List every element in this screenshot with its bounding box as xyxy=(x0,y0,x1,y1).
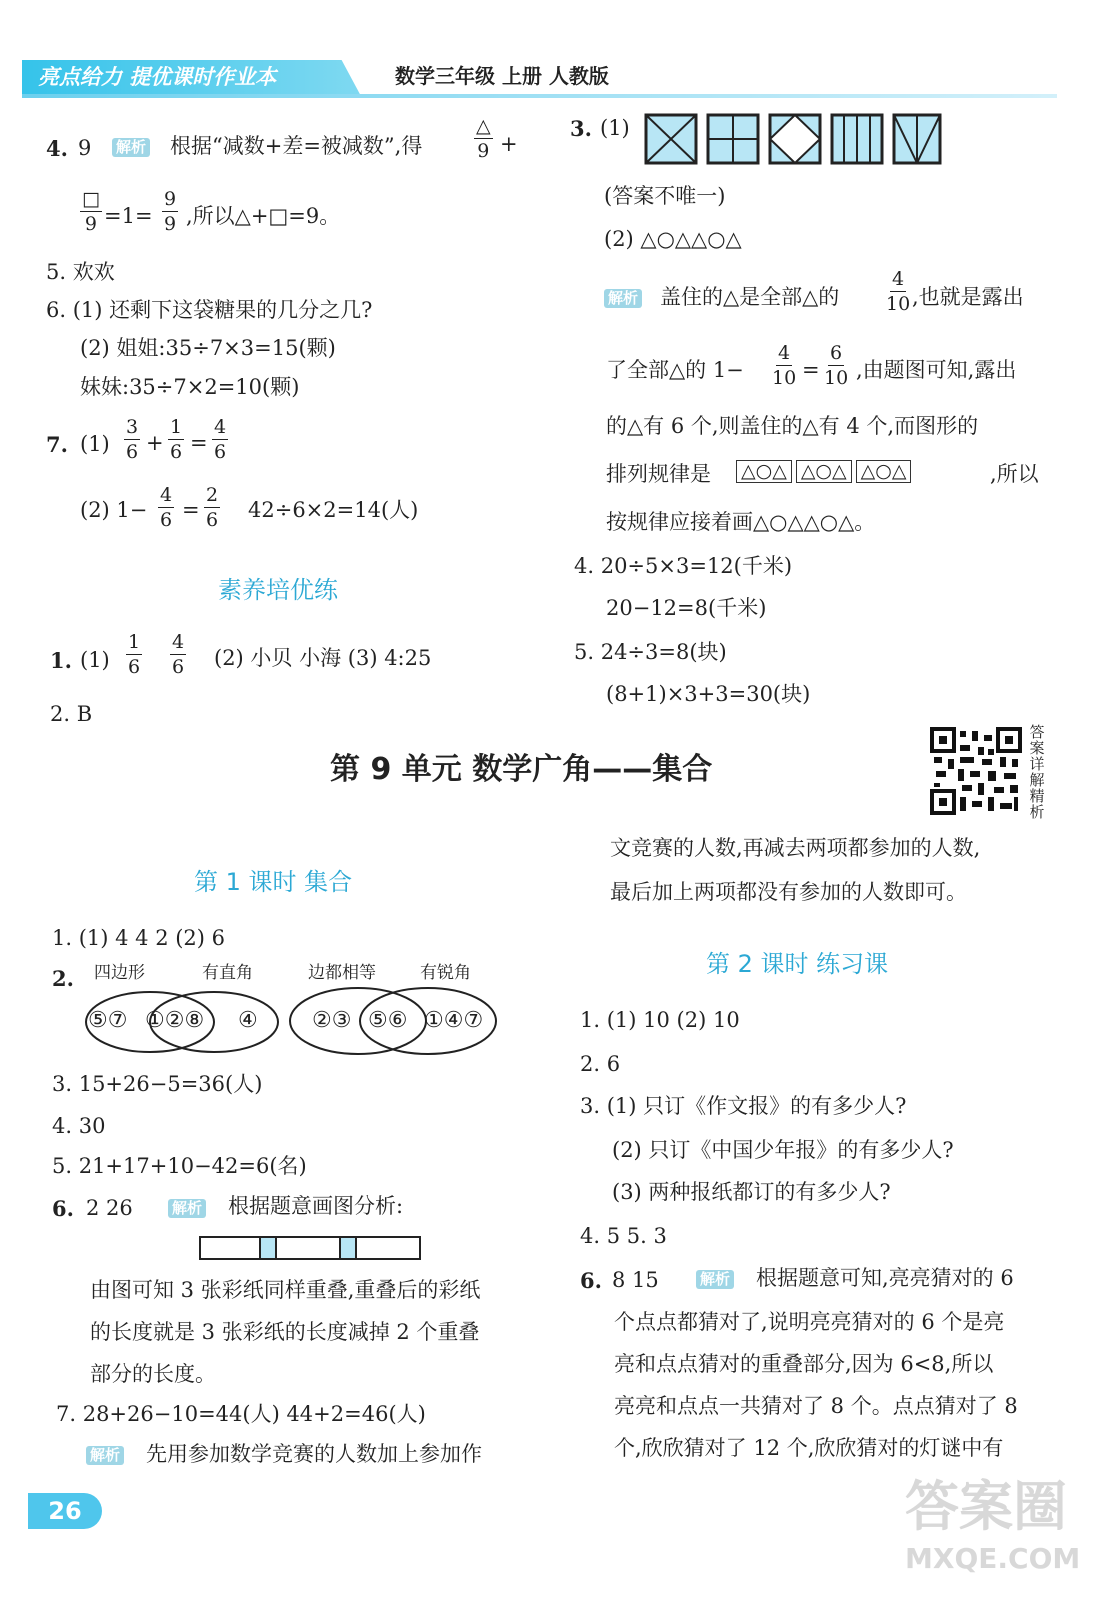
l2-q6-t1: 根据题意可知,亮亮猜对的 6 xyxy=(756,1266,1014,1290)
rq3-part2: (2) △○△△○△ xyxy=(604,227,742,251)
frac-num: 9 xyxy=(164,188,177,210)
venn2-left-label: 边都相等 xyxy=(308,963,376,983)
q4-analysis-tag xyxy=(112,135,150,157)
rq3-note: (答案不唯一) xyxy=(604,184,726,208)
q4-frac1 xyxy=(472,117,495,161)
suyang-frac2 xyxy=(168,633,188,677)
q6-part3: 妹妹:35÷7×2=10(颗) xyxy=(80,375,300,399)
venn1-ab: ①②⑧ xyxy=(145,1008,205,1033)
rq3-analysis-1a: 盖住的△是全部△的 xyxy=(660,285,840,309)
q7-number: 7. xyxy=(46,432,68,457)
q6-part1: 6. (1) 还剩下这袋糖果的几分之几? xyxy=(46,298,373,322)
frac-den: 6 xyxy=(172,656,185,678)
venn1-left-label: 四边形 xyxy=(94,963,145,983)
rq3-analysis-1b: ,也就是露出 xyxy=(912,285,1024,309)
l1-q5: 5. 21+17+10−42=6(名) xyxy=(52,1154,307,1178)
venn1-b: ④ xyxy=(238,1008,258,1033)
l1-q6-p1: 由图可知 3 张彩纸同样重叠,重叠后的彩纸 xyxy=(90,1278,481,1302)
rq3-analysis-4b: ,所以 xyxy=(990,462,1039,486)
header-brand: 亮点给力 提优课时作业本 xyxy=(38,65,277,89)
rq3-analysis-3: 的△有 6 个,则盖住的△有 4 个,而图形的 xyxy=(606,414,979,438)
frac-num: 1 xyxy=(170,416,183,438)
rq4-line2: 20−12=8(千米) xyxy=(606,596,767,620)
watermark: 答案圈 xyxy=(905,1475,1067,1538)
l2-q1: 1. (1) 10 (2) 10 xyxy=(580,1008,740,1032)
rq3-analysis-5: 按规律应接着画△○△△○△。 xyxy=(606,510,876,534)
square-division-figures xyxy=(644,113,944,165)
suyang-q1-number: 1. xyxy=(50,648,72,673)
l1-q6-answer: 2 26 xyxy=(86,1196,133,1220)
l1-q6-analysis-tag xyxy=(168,1196,206,1218)
frac-num: 4 xyxy=(172,631,185,653)
l1-q6-number: 6. xyxy=(52,1196,74,1221)
rq3-analysis-frac xyxy=(884,270,912,314)
l2-q6-t3: 亮和点点猜对的重叠部分,因为 6<8,所以 xyxy=(614,1352,994,1376)
l1-q7-analysis-tag xyxy=(86,1443,124,1465)
qr-label: 答案详解精析 xyxy=(1029,723,1045,821)
frac-num: 6 xyxy=(830,342,843,364)
q5: 5. 欢欢 xyxy=(46,260,115,284)
q7-part1-label: (1) xyxy=(80,432,110,456)
frac-num: 4 xyxy=(778,342,791,364)
q4-frac2 xyxy=(78,190,104,234)
q7-frac2 xyxy=(166,418,186,462)
frac-num: 3 xyxy=(126,416,139,438)
square-figure-diagonals xyxy=(646,115,696,163)
q4-answer: 9 xyxy=(78,136,92,160)
suyang-q1-label: (1) xyxy=(80,648,110,672)
frac-den: 10 xyxy=(772,367,797,389)
frac-num: □ xyxy=(82,188,100,210)
l1-q6-p2: 的长度就是 3 张彩纸的长度减掉 2 个重叠 xyxy=(90,1320,480,1344)
frac-num: 4 xyxy=(214,416,227,438)
q4-text: 根据“减数+差=被减数”,得 xyxy=(170,134,423,158)
frac-den: 6 xyxy=(160,509,173,531)
frac-den: 6 xyxy=(126,441,139,463)
q7-frac5 xyxy=(202,486,222,530)
l2-q45: 4. 5 5. 3 xyxy=(580,1224,667,1248)
paper-strip-diagram xyxy=(198,1234,424,1262)
frac-num: △ xyxy=(476,115,491,137)
frac-den: 6 xyxy=(128,656,141,678)
frac-den: 9 xyxy=(84,213,98,235)
rq5-line2: (8+1)×3+3=30(块) xyxy=(606,682,811,706)
frac-den: 6 xyxy=(206,509,219,531)
q7-plus: + xyxy=(146,431,164,455)
pattern-box-1: △○△ xyxy=(736,460,792,483)
suyang-q2: 2. B xyxy=(50,702,93,726)
frac-den: 6 xyxy=(214,441,227,463)
l2-q3-part2: (2) 只订《中国少年报》的有多少人? xyxy=(612,1138,954,1162)
continuation-p2: 最后加上两项都没有参加的人数即可。 xyxy=(610,880,967,904)
l1-q6-text: 根据题意画图分析: xyxy=(228,1194,404,1218)
frac-num: 4 xyxy=(160,484,173,506)
frac-num: 2 xyxy=(206,484,219,506)
l1-q4: 4. 30 xyxy=(52,1114,106,1138)
q6-part2: (2) 姐姐:35÷7×3=15(颗) xyxy=(80,336,336,360)
rq5-line1: 5. 24÷3=8(块) xyxy=(574,640,727,664)
l2-q6-t4: 亮亮和点点一共猜对了 8 个。点点猜对了 8 xyxy=(614,1394,1018,1418)
section-title-suyang: 素养培优练 xyxy=(218,576,338,604)
rq3-label: (1) xyxy=(600,116,630,140)
venn1-a: ⑤⑦ xyxy=(88,1008,128,1033)
continuation-p1: 文竞赛的人数,再减去两项都参加的人数, xyxy=(610,836,981,860)
frac-den: 10 xyxy=(824,367,849,389)
venn1-right-label: 有直角 xyxy=(202,963,253,983)
rq3-number: 3. xyxy=(570,116,592,141)
q4-text2: ,所以△+□=9。 xyxy=(186,204,341,228)
l2-q6-answer: 8 15 xyxy=(612,1268,659,1292)
rq3-analysis-2b: ,由题图可知,露出 xyxy=(856,358,1017,382)
header-rule xyxy=(22,94,1057,98)
q4-eq: =1= xyxy=(104,204,153,228)
header-title: 数学三年级 上册 人教版 xyxy=(395,64,609,88)
l1-q3: 3. 15+26−5=36(人) xyxy=(52,1072,263,1096)
analysis-tag: 解析 xyxy=(168,1199,206,1218)
page-number: 26 xyxy=(28,1493,102,1529)
square-figure-stripes xyxy=(832,115,882,163)
l1-q2-number: 2. xyxy=(52,966,74,991)
l1-q7: 7. 28+26−10=44(人) 44+2=46(人) xyxy=(56,1402,426,1426)
analysis-tag: 解析 xyxy=(604,289,642,308)
suyang-q1-rest: (2) 小贝 小海 (3) 4:25 xyxy=(214,646,432,670)
frac-num: 4 xyxy=(892,268,905,290)
pattern-boxes xyxy=(734,460,913,483)
q4-frac3 xyxy=(160,190,180,234)
frac-den: 10 xyxy=(886,293,911,315)
pattern-box-2: △○△ xyxy=(796,460,852,483)
rq3-analysis-tag xyxy=(604,286,642,308)
venn2-ab: ⑤⑥ xyxy=(368,1008,408,1033)
l2-q3-part1: 3. (1) 只订《作文报》的有多少人? xyxy=(580,1094,907,1118)
q7-frac1 xyxy=(122,418,142,462)
q7-part2-label: (2) 1− xyxy=(80,498,148,522)
analysis-tag: 解析 xyxy=(696,1270,734,1289)
l1-q6-p3: 部分的长度。 xyxy=(90,1362,216,1386)
l2-q3-part3: (3) 两种报纸都订的有多少人? xyxy=(612,1180,891,1204)
frac-den: 6 xyxy=(170,441,183,463)
q7-part2-calc: 42÷6×2=14(人) xyxy=(248,498,419,522)
rq3-analysis-4a: 排列规律是 xyxy=(606,462,711,486)
lesson2-title: 第 2 课时 练习课 xyxy=(706,950,889,978)
q7-frac4 xyxy=(156,486,176,530)
l2-q6-number: 6. xyxy=(580,1268,602,1293)
frac-num: 1 xyxy=(128,631,141,653)
venn2-b: ①④⑦ xyxy=(424,1008,484,1033)
rq3-analysis-eq: = xyxy=(802,358,820,382)
rq3-analysis-2a: 了全部△的 1− xyxy=(606,358,744,382)
analysis-tag: 解析 xyxy=(112,138,150,157)
q4-plus: + xyxy=(500,132,518,156)
l2-q6-t2: 个点点都猜对了,说明亮亮猜对的 6 个是亮 xyxy=(614,1310,1005,1334)
q7-eq: = xyxy=(190,431,208,455)
lesson1-title: 第 1 课时 集合 xyxy=(194,868,353,896)
frac-den: 9 xyxy=(477,140,490,162)
rq3-analysis-frac2 xyxy=(770,344,798,388)
l2-q2: 2. 6 xyxy=(580,1052,621,1076)
l2-q6-analysis-tag xyxy=(696,1267,734,1289)
square-figure-triangles xyxy=(894,115,940,163)
q7-eq2: = xyxy=(182,498,200,522)
venn2-right-label: 有锐角 xyxy=(420,963,471,983)
rq4-line1: 4. 20÷5×3=12(千米) xyxy=(574,554,793,578)
rq3-analysis-frac3 xyxy=(822,344,850,388)
venn2-a: ②③ xyxy=(312,1008,352,1033)
square-figure-cross xyxy=(708,115,758,163)
q4-number: 4. xyxy=(46,136,68,161)
suyang-frac1 xyxy=(124,633,144,677)
analysis-tag: 解析 xyxy=(86,1446,124,1465)
frac-den: 9 xyxy=(164,213,177,235)
qr-code-icon[interactable] xyxy=(930,727,1022,815)
watermark-url: MXQE.COM xyxy=(905,1542,1081,1575)
unit-title: 第 9 单元 数学广角——集合 xyxy=(330,752,713,787)
l1-q7-text: 先用参加数学竞赛的人数加上参加作 xyxy=(146,1442,482,1466)
q7-frac3 xyxy=(210,418,230,462)
pattern-box-3: △○△ xyxy=(856,460,912,483)
l1-q1: 1. (1) 4 4 2 (2) 6 xyxy=(52,926,226,950)
l2-q6-t5: 个,欣欣猜对了 12 个,欣欣猜对的灯谜中有 xyxy=(614,1436,1004,1460)
square-figure-diamond xyxy=(770,115,820,163)
